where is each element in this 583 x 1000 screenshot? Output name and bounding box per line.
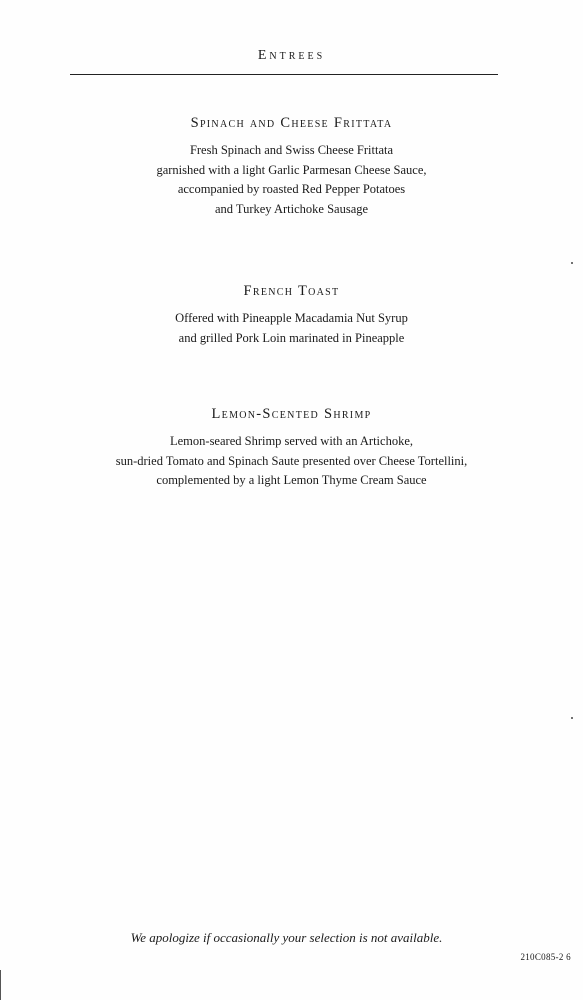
- description-line: and grilled Pork Loin marinated in Pineapple: [178, 330, 405, 345]
- menu-item: [0, 115, 583, 219]
- availability-note: We apologize if occasionally your selection is not available.: [130, 930, 443, 945]
- dish-description: [0, 141, 583, 219]
- description-line: garnished with a light Garlic Parmesan Cheese Sauce,: [156, 162, 427, 177]
- scan-speck: [571, 262, 573, 264]
- description-line: Fresh Spinach and Swiss Cheese Frittata: [189, 143, 394, 157]
- menu-item: [0, 283, 583, 348]
- description-line: Lemon-seared Shrimp served with an Artichoke,: [170, 434, 413, 448]
- dish-name: Spinach and Cheese Frittata: [190, 115, 393, 131]
- description-line: accompanied by roasted Red Pepper Potatoes: [177, 182, 406, 196]
- title-divider: [70, 74, 498, 75]
- menu-item: [0, 406, 583, 491]
- dish-name: French Toast: [243, 283, 340, 299]
- dish-description: [0, 432, 583, 491]
- description-line: Offered with Pineapple Macadamia Nut Syrup: [175, 311, 408, 325]
- description-line: complemented by a light Lemon Thyme Cream Sauce: [156, 473, 427, 487]
- scan-edge-mark: [0, 970, 1, 1000]
- description-line: sun-dried Tomato and Spinach Saute presented over Cheese Tortellini,: [115, 453, 468, 468]
- dish-name: Lemon-Scented Shrimp: [211, 406, 372, 422]
- scan-speck: [571, 717, 573, 719]
- dish-description: [0, 309, 583, 348]
- description-line: and Turkey Artichoke Sausage: [214, 201, 369, 216]
- page-code: 210C085-2 6: [520, 952, 571, 962]
- section-title: Entrees: [257, 48, 326, 63]
